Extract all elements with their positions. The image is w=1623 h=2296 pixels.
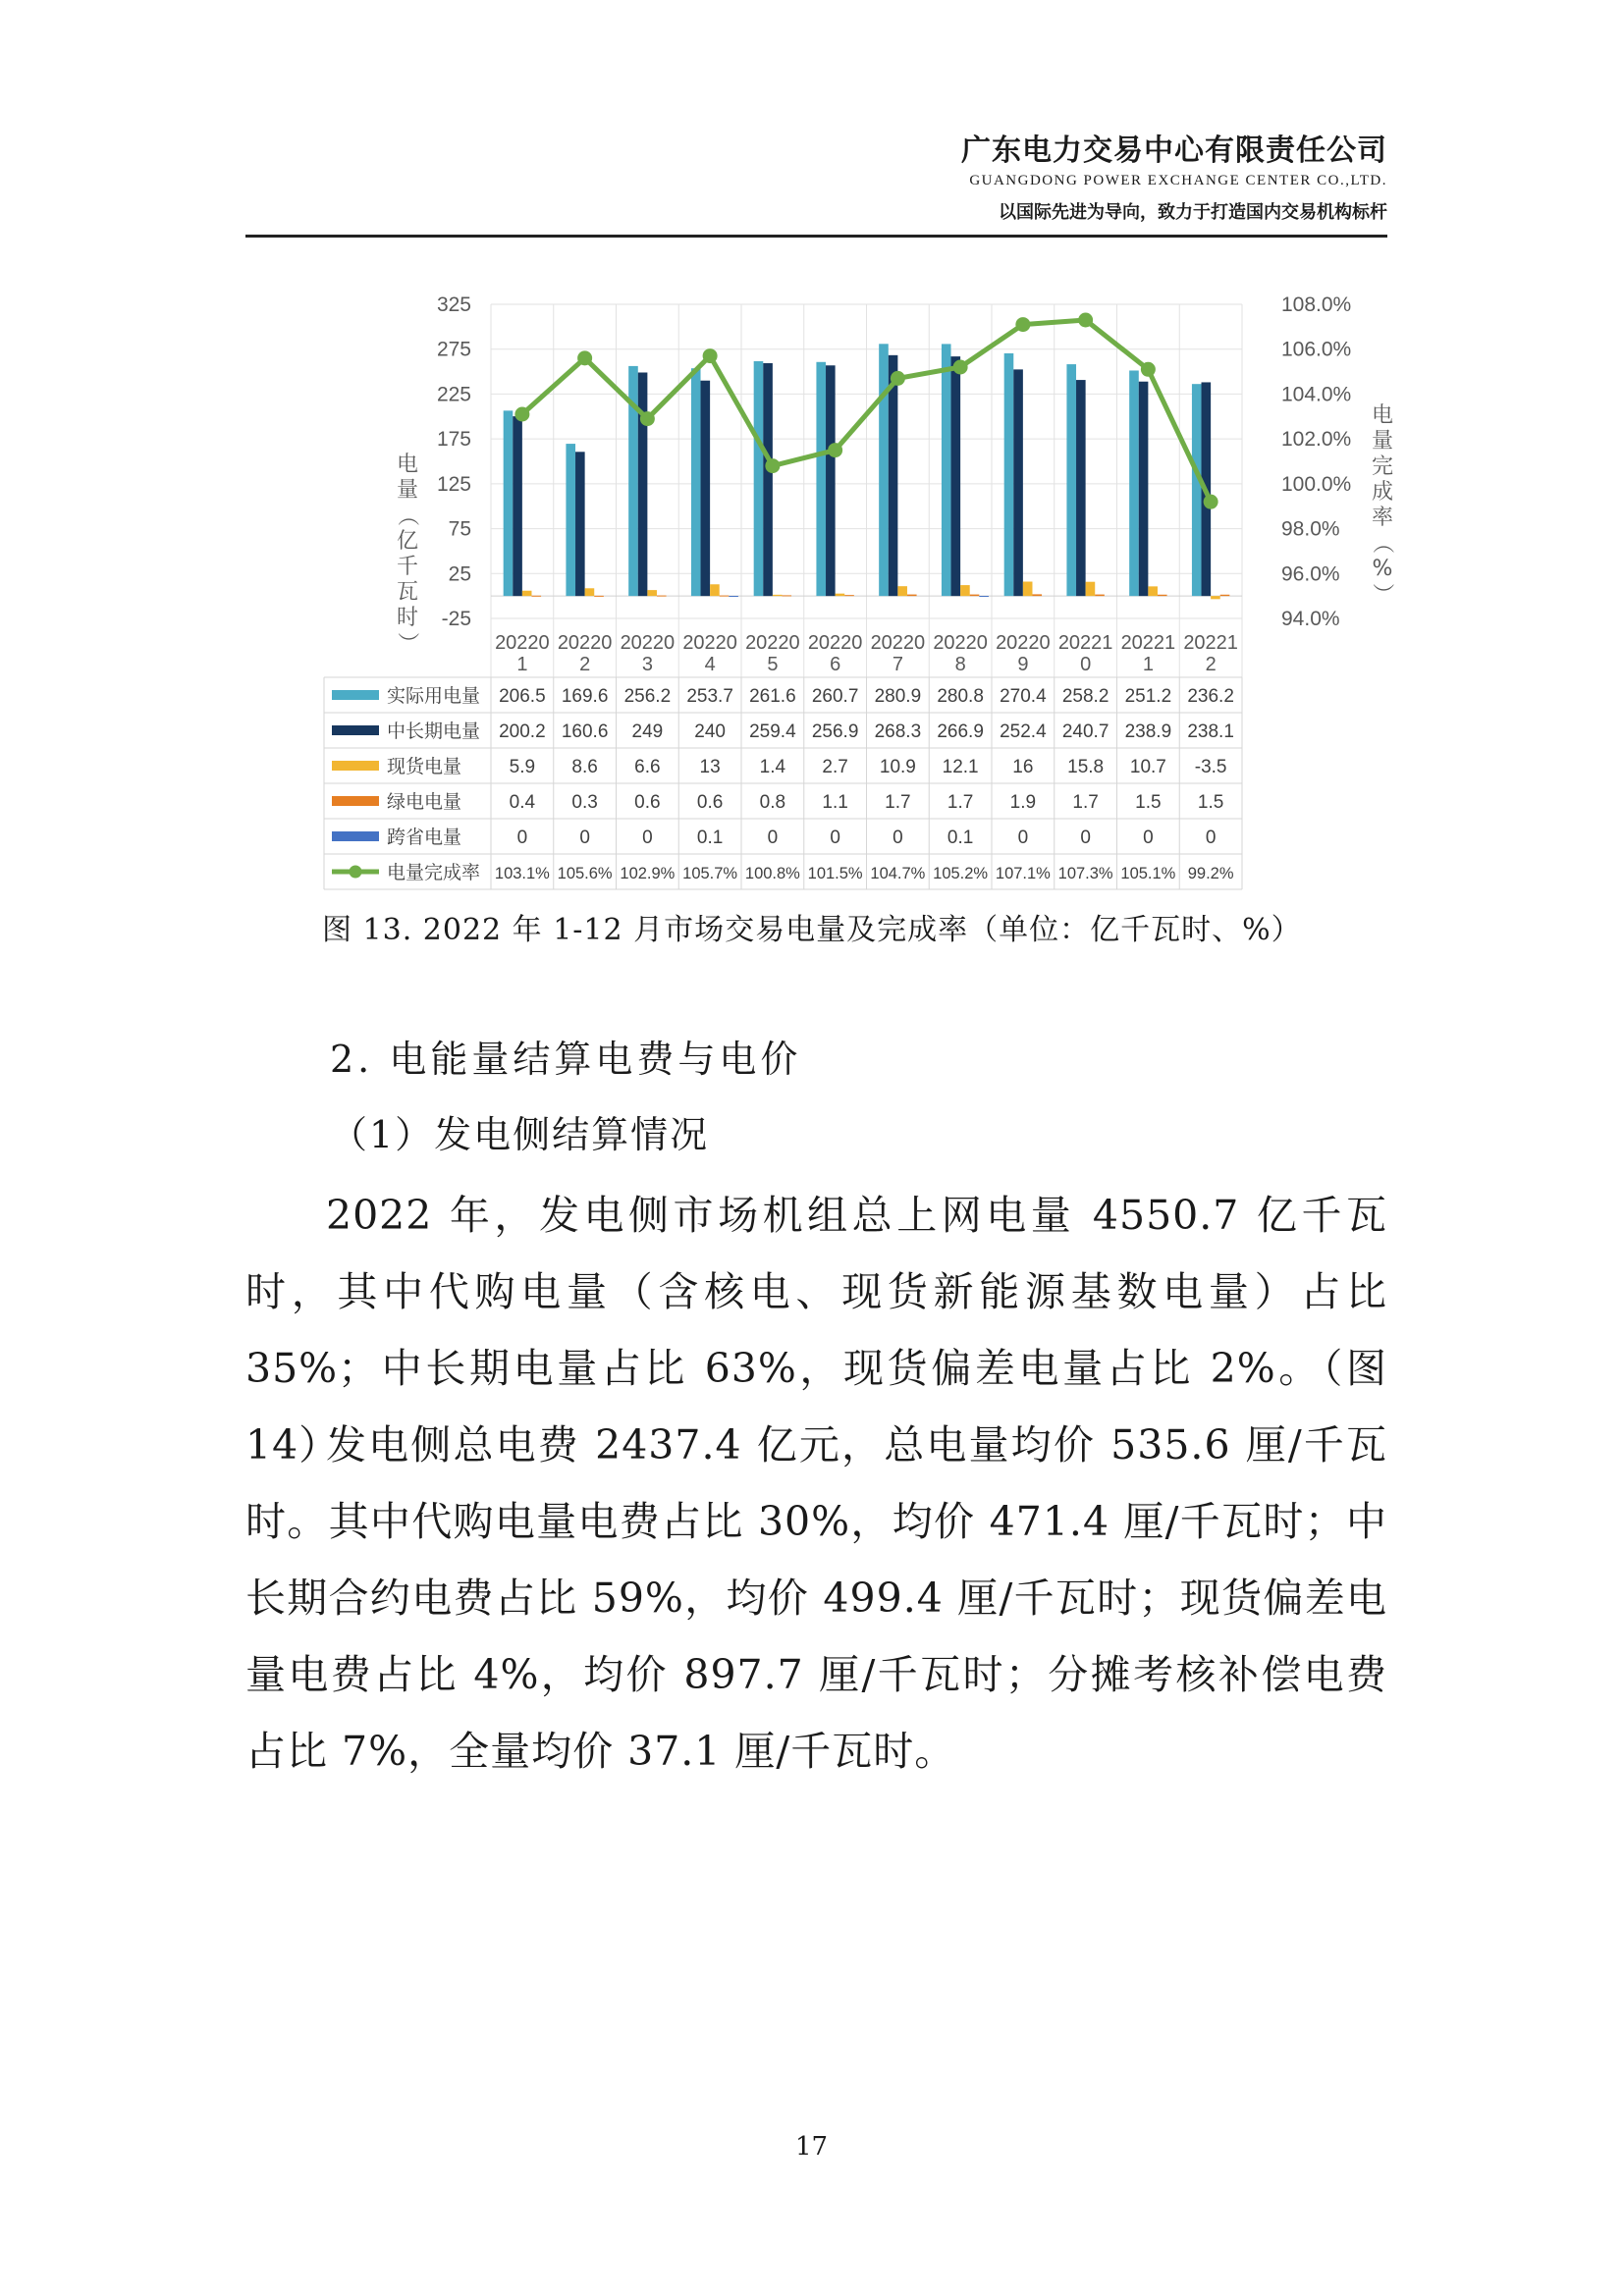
y-axis-tick-label: -25 (441, 608, 471, 630)
table-value: 0 (1205, 828, 1217, 848)
bar-1 (504, 410, 514, 596)
completion-rate-point (765, 458, 780, 473)
table-value: 13 (699, 757, 721, 777)
y-axis-tick-label: 225 (436, 383, 471, 406)
table-value: 105.7% (682, 865, 738, 882)
table-value: 268.3 (874, 721, 922, 742)
bar-4 (907, 595, 917, 597)
table-value: 105.2% (933, 865, 989, 882)
bar-2 (826, 365, 836, 596)
table-value: 107.1% (995, 865, 1051, 882)
y2-axis-label-char: 完 (1371, 454, 1394, 479)
y2-axis-tick-label: 96.0% (1281, 562, 1340, 586)
bar-2 (889, 355, 898, 596)
table-value: 10.7 (1129, 757, 1166, 777)
x-axis-tick-label: 2 (579, 654, 591, 675)
y-axis-tick-label: 275 (436, 338, 471, 361)
completion-rate-point (514, 407, 529, 422)
bar-3 (836, 594, 845, 596)
table-value: 259.4 (749, 721, 796, 742)
y2-axis-label-char: （ (1370, 531, 1394, 555)
table-value: 1.9 (1009, 792, 1037, 813)
table-value: 0.3 (571, 792, 598, 813)
bar-3 (960, 585, 970, 596)
bar-2 (575, 452, 585, 596)
y-axis-label-char: 电 (396, 453, 419, 477)
y-axis-tick-label: 75 (448, 517, 471, 541)
bar-4 (531, 596, 541, 597)
table-value: 169.6 (561, 686, 609, 707)
bar-5 (729, 596, 738, 597)
legend-entry: 现货电量 (387, 756, 462, 777)
paragraph-generation-fees (245, 1407, 1387, 1789)
bar-2 (763, 363, 773, 596)
table-value: 1.7 (947, 792, 974, 813)
bar-3 (1086, 582, 1096, 596)
table-value: 99.2% (1187, 865, 1234, 882)
x-axis-tick-label: 20220 (933, 632, 988, 654)
completion-rate-point (1204, 495, 1218, 509)
y-axis-label-char: ） (395, 631, 419, 655)
table-value: 101.5% (807, 865, 863, 882)
legend-key-swatch (332, 796, 379, 806)
table-value: 103.1% (494, 865, 550, 882)
x-axis-tick-label: 3 (641, 654, 653, 675)
legend-key-swatch (332, 690, 379, 700)
x-axis-tick-label: 20220 (620, 632, 676, 654)
x-axis-tick-label: 20220 (682, 632, 737, 654)
y2-axis-label-char: % (1372, 557, 1393, 581)
bar-4 (1095, 595, 1105, 597)
x-axis-tick-label: 4 (704, 654, 716, 675)
table-value: 260.7 (811, 686, 859, 707)
y-axis-label-char: 千 (396, 555, 419, 579)
table-value: 251.2 (1124, 686, 1172, 707)
bar-2 (513, 416, 522, 596)
x-axis-tick-label: 20221 (1183, 632, 1238, 654)
bar-2 (1076, 380, 1086, 596)
bar-3 (710, 584, 720, 596)
bar-4 (1032, 594, 1042, 596)
legend-key-swatch (332, 761, 379, 771)
table-value: 0 (1017, 828, 1029, 848)
x-axis-tick-label: 1 (1142, 654, 1154, 675)
table-value: 0 (893, 828, 903, 848)
bar-3 (1211, 596, 1220, 599)
table-value: 107.3% (1057, 865, 1113, 882)
bar-1 (691, 368, 701, 596)
bar-4 (1220, 595, 1230, 596)
x-axis-tick-label: 6 (830, 654, 841, 675)
table-value: 0 (516, 828, 528, 848)
bar-4 (844, 595, 854, 596)
table-value: 253.7 (686, 686, 733, 707)
table-value: 258.2 (1061, 686, 1109, 707)
legend-key-point (350, 866, 362, 879)
table-value: 1.1 (822, 792, 848, 813)
table-value: 256.9 (811, 721, 859, 742)
subsection-heading: （1）发电侧结算情况 (330, 1113, 710, 1156)
y2-axis-tick-label: 94.0% (1281, 608, 1340, 630)
table-value: 1.7 (1072, 792, 1099, 813)
legend-entry: 跨省电量 (387, 827, 462, 848)
table-value: 6.6 (634, 757, 661, 777)
y-axis-label-char: 亿 (396, 529, 419, 554)
legend-key-swatch (332, 725, 379, 735)
y2-axis-label-char: 电 (1371, 403, 1394, 428)
table-value: 100.8% (744, 865, 800, 882)
table-value: 8.6 (571, 757, 598, 777)
x-axis-tick-label: 2 (1205, 654, 1217, 675)
x-axis-tick-label: 0 (1080, 654, 1092, 675)
bar-4 (970, 595, 980, 597)
table-value: 0 (1143, 828, 1154, 848)
table-value: 249 (631, 721, 664, 742)
table-value: 0.1 (696, 828, 724, 848)
bar-1 (816, 362, 826, 596)
table-value: 270.4 (1000, 686, 1047, 707)
bar-1 (754, 361, 764, 596)
table-value: 280.9 (874, 686, 922, 707)
y-axis-tick-label: 25 (448, 562, 471, 586)
legend-entry: 实际用电量 (387, 685, 481, 707)
bar-5 (979, 596, 989, 597)
table-value: 160.6 (561, 721, 609, 742)
bar-3 (585, 588, 595, 596)
company-name-en: GUANGDONG POWER EXCHANGE CENTER CO.,LTD. (969, 173, 1387, 188)
y2-axis-tick-label: 102.0% (1281, 428, 1352, 452)
table-value: 1.4 (759, 757, 786, 777)
table-value: 238.1 (1187, 721, 1234, 742)
table-value: 2.7 (822, 757, 848, 777)
x-axis-tick-label: 20220 (745, 632, 800, 654)
x-axis-tick-label: 5 (767, 654, 779, 675)
table-value: 240.7 (1061, 721, 1109, 742)
y2-axis-label-char: 量 (1371, 429, 1394, 454)
x-axis-tick-label: 8 (954, 654, 966, 675)
table-value: 102.9% (620, 865, 676, 882)
y2-axis-tick-label: 104.0% (1281, 383, 1352, 406)
table-value: 240 (694, 721, 726, 742)
y2-axis-tick-label: 108.0% (1281, 294, 1352, 316)
completion-rate-point (640, 411, 655, 426)
bar-2 (638, 372, 648, 596)
table-value: 0 (1080, 828, 1091, 848)
table-value: 104.7% (870, 865, 926, 882)
page-header (245, 118, 1387, 238)
completion-rate-point (577, 350, 592, 365)
y2-axis-label-char: 率 (1371, 506, 1394, 530)
table-value: 252.4 (1000, 721, 1047, 742)
y-axis-label-char: 量 (396, 478, 419, 503)
table-value: 16 (1012, 757, 1034, 777)
section-heading: 2. 电能量结算电费与电价 (330, 1038, 802, 1081)
legend-key-swatch (332, 831, 379, 841)
x-axis-tick-label: 1 (516, 654, 528, 675)
table-value: 0.8 (759, 792, 786, 813)
bar-1 (1192, 384, 1202, 596)
table-value: 0.1 (947, 828, 974, 848)
y2-axis-label-char: ） (1370, 582, 1394, 606)
table-value: 15.8 (1067, 757, 1105, 777)
bar-3 (1023, 582, 1033, 597)
x-axis-tick-label: 9 (1017, 654, 1029, 675)
table-value: 5.9 (509, 757, 536, 777)
bar-3 (647, 590, 657, 596)
x-axis-tick-label: 20220 (495, 632, 550, 654)
bar-1 (1004, 353, 1014, 596)
company-slogan: 以国际先进为导向，致力于打造国内交易机构标杆 (999, 202, 1387, 223)
table-value: 0 (767, 828, 779, 848)
x-axis-tick-label: 20220 (557, 632, 613, 654)
completion-rate-point (953, 360, 968, 375)
table-value: 105.6% (557, 865, 613, 882)
header-rule (245, 235, 1387, 238)
paragraph-1-text: 2022 年，发电侧市场机组总上网电量 4550.7 亿千瓦时，其中代购电量（含核电、现货新能源基数电量）占比 35%；中长期电量占比 63%，现货偏差电量占比 2%。（图 14） (245, 1192, 1387, 1468)
y2-axis-tick-label: 100.0% (1281, 472, 1352, 496)
completion-rate-point (1141, 362, 1156, 377)
bar-1 (1066, 364, 1076, 596)
bar-3 (522, 591, 532, 596)
y2-axis-tick-label: 106.0% (1281, 338, 1352, 361)
table-value: 10.9 (879, 757, 916, 777)
bar-1 (879, 344, 889, 596)
y-axis-label-char: 瓦 (396, 580, 419, 605)
table-value: 236.2 (1187, 686, 1234, 707)
x-axis-tick-label: 7 (892, 654, 903, 675)
bar-2 (1139, 382, 1149, 596)
table-value: 0.4 (509, 792, 536, 813)
legend-entry: 绿电电量 (387, 791, 462, 813)
table-value: 261.6 (749, 686, 796, 707)
y-axis-label-char: 时 (396, 606, 419, 630)
y2-axis-tick-label: 98.0% (1281, 517, 1340, 541)
table-value: 280.8 (937, 686, 984, 707)
bar-1 (942, 344, 951, 596)
x-axis-tick-label: 20220 (807, 632, 863, 654)
completion-rate-point (1078, 313, 1093, 328)
table-value: 0 (830, 828, 840, 848)
figure-caption: 图 13. 2022 年 1-12 月市场交易电量及完成率（单位：亿千瓦时、%） (322, 913, 1302, 947)
bar-3 (1148, 586, 1158, 596)
bar-2 (1013, 369, 1023, 596)
bar-3 (773, 595, 783, 596)
bar-4 (657, 596, 667, 597)
x-axis-tick-label: 20220 (996, 632, 1051, 654)
y2-axis-label-char: 成 (1371, 480, 1394, 505)
bar-2 (951, 356, 961, 596)
table-value: 256.2 (623, 686, 672, 707)
paragraph-2-text: 发电侧总电费 2437.4 亿元，总电量均价 535.6 厘/千瓦时。其中代购电量电费占比 30%，均价 471.4 厘/千瓦时；中长期合约电费占比 59%，均价 499.4 厘/千瓦时；现货偏差电量电费占比 4%，均价 897.7 厘/千瓦时；分摊考核补偿电费占比 7%，全量均价 37.1 厘/千瓦时。 (245, 1421, 1387, 1775)
bar-4 (594, 596, 604, 597)
table-value: 0.6 (634, 792, 661, 813)
x-axis-tick-label: 20221 (1057, 632, 1113, 654)
table-value: 0 (642, 828, 653, 848)
market-electricity-chart (314, 275, 1394, 893)
bar-3 (897, 586, 907, 596)
table-value: 1.7 (885, 792, 911, 813)
bar-4 (782, 595, 791, 596)
completion-rate-point (703, 348, 718, 363)
table-value: 12.1 (942, 757, 979, 777)
table-value: 266.9 (937, 721, 984, 742)
completion-rate-point (828, 443, 842, 457)
y-axis-tick-label: 325 (436, 294, 471, 316)
y-axis-tick-label: 175 (436, 428, 471, 452)
bar-4 (1158, 595, 1167, 596)
bar-4 (720, 596, 730, 597)
completion-rate-point (1015, 317, 1030, 332)
table-value: 206.5 (499, 686, 546, 707)
table-value: 200.2 (499, 721, 546, 742)
x-axis-tick-label: 20221 (1120, 632, 1176, 654)
completion-rate-point (891, 371, 905, 386)
table-value: 1.5 (1135, 792, 1162, 813)
page-number: 17 (794, 2132, 829, 2162)
y-axis-label-char: （ (395, 504, 419, 527)
table-value: 105.1% (1120, 865, 1176, 882)
table-value: 238.9 (1124, 721, 1172, 742)
bar-1 (566, 444, 575, 596)
bar-2 (701, 381, 711, 596)
company-name-cn: 广东电力交易中心有限责任公司 (961, 133, 1387, 168)
table-value: 0.6 (696, 792, 724, 813)
y-axis-tick-label: 125 (436, 472, 471, 496)
table-value: 1.5 (1197, 792, 1224, 813)
table-value: 0 (579, 828, 590, 848)
table-value: -3.5 (1194, 757, 1227, 777)
x-axis-tick-label: 20220 (870, 632, 926, 654)
legend-entry: 电量完成率 (387, 862, 481, 883)
bar-1 (1129, 370, 1139, 596)
legend-entry: 中长期电量 (387, 721, 481, 742)
